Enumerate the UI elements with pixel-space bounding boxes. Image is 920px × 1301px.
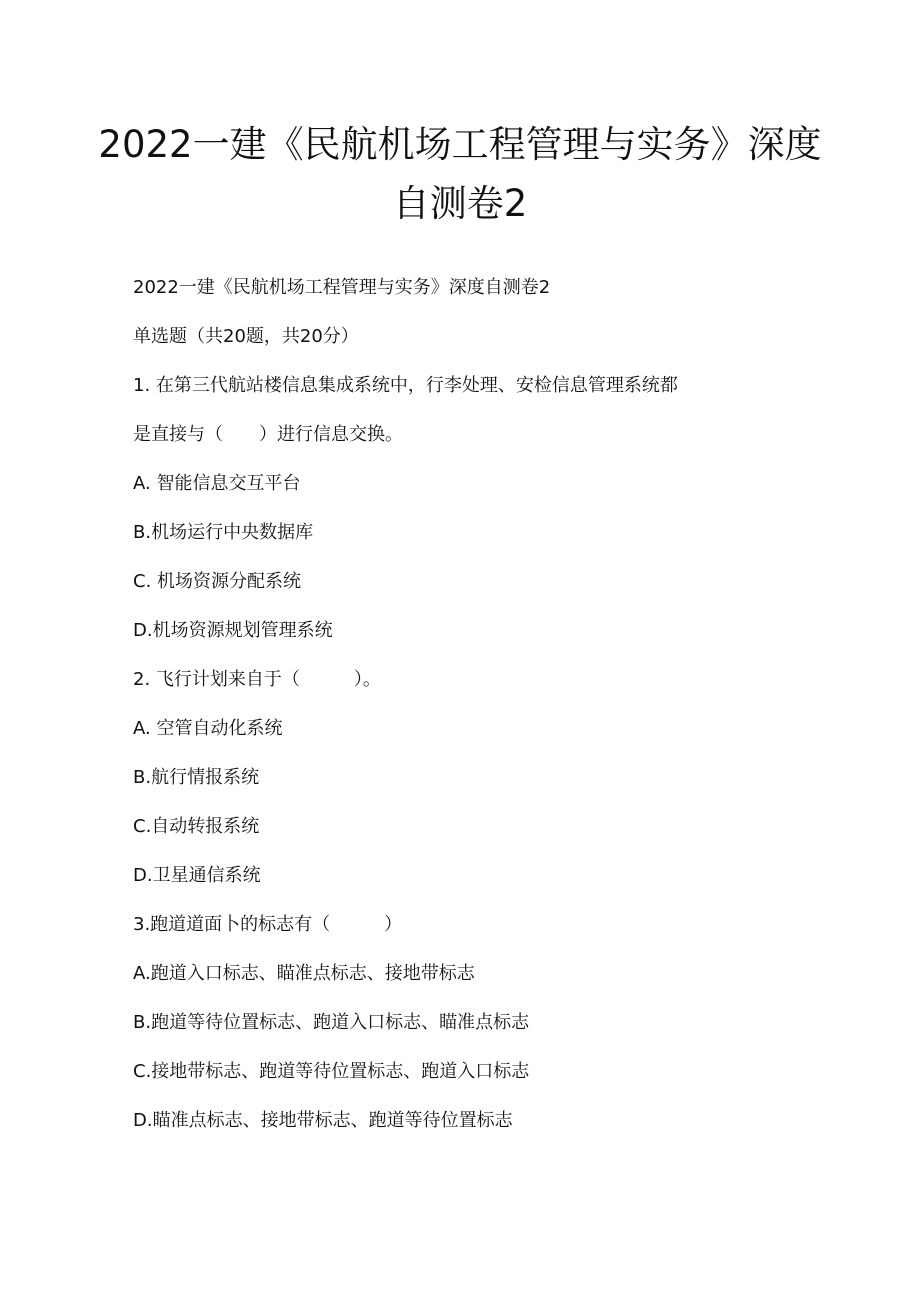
- question-3-option-b: B.跑道等待位置标志、跑道入口标志、瞄准点标志: [133, 1012, 530, 1033]
- question-2-option-c: C.自动转报系统: [133, 816, 260, 837]
- question-1-option-c: C. 机场资源分配系统: [133, 571, 302, 592]
- question-3-option-a: A.跑道入口标志、瞄准点标志、接地带标志: [133, 963, 475, 984]
- document-subtitle: 2022一建《民航机场工程管理与实务》深度自测卷2: [133, 277, 551, 298]
- question-1-stem-line-1: 1. 在第三代航站楼信息集成系统中，行李处理、安检信息管理系统都: [133, 375, 678, 396]
- document-title-line-1: 2022一建《民航机场工程管理与实务》深度: [98, 123, 822, 166]
- question-3-stem: 3.跑道道面卜的标志有（ ）: [133, 914, 403, 935]
- question-1-option-b: B.机场运行中央数据库: [133, 522, 314, 543]
- question-2-option-d: D.卫星通信系统: [133, 865, 261, 886]
- question-2-option-a: A. 空管自动化系统: [133, 718, 283, 739]
- question-3-option-d: D.瞄准点标志、接地带标志、跑道等待位置标志: [133, 1110, 513, 1131]
- question-1-option-a: A. 智能信息交互平台: [133, 473, 301, 494]
- section-header: 单选题（共20题，共20分）: [133, 326, 359, 347]
- question-2-option-b: B.航行情报系统: [133, 767, 260, 788]
- question-3-option-c: C.接地带标志、跑道等待位置标志、跑道入口标志: [133, 1061, 530, 1082]
- document-title-line-2: 自测卷2: [392, 182, 528, 225]
- question-1-option-d: D.机场资源规划管理系统: [133, 620, 333, 641]
- question-1-stem-line-2: 是直接与（ ）进行信息交换。: [133, 424, 403, 445]
- question-2-stem: 2. 飞行计划来自于（ ）。: [133, 669, 381, 690]
